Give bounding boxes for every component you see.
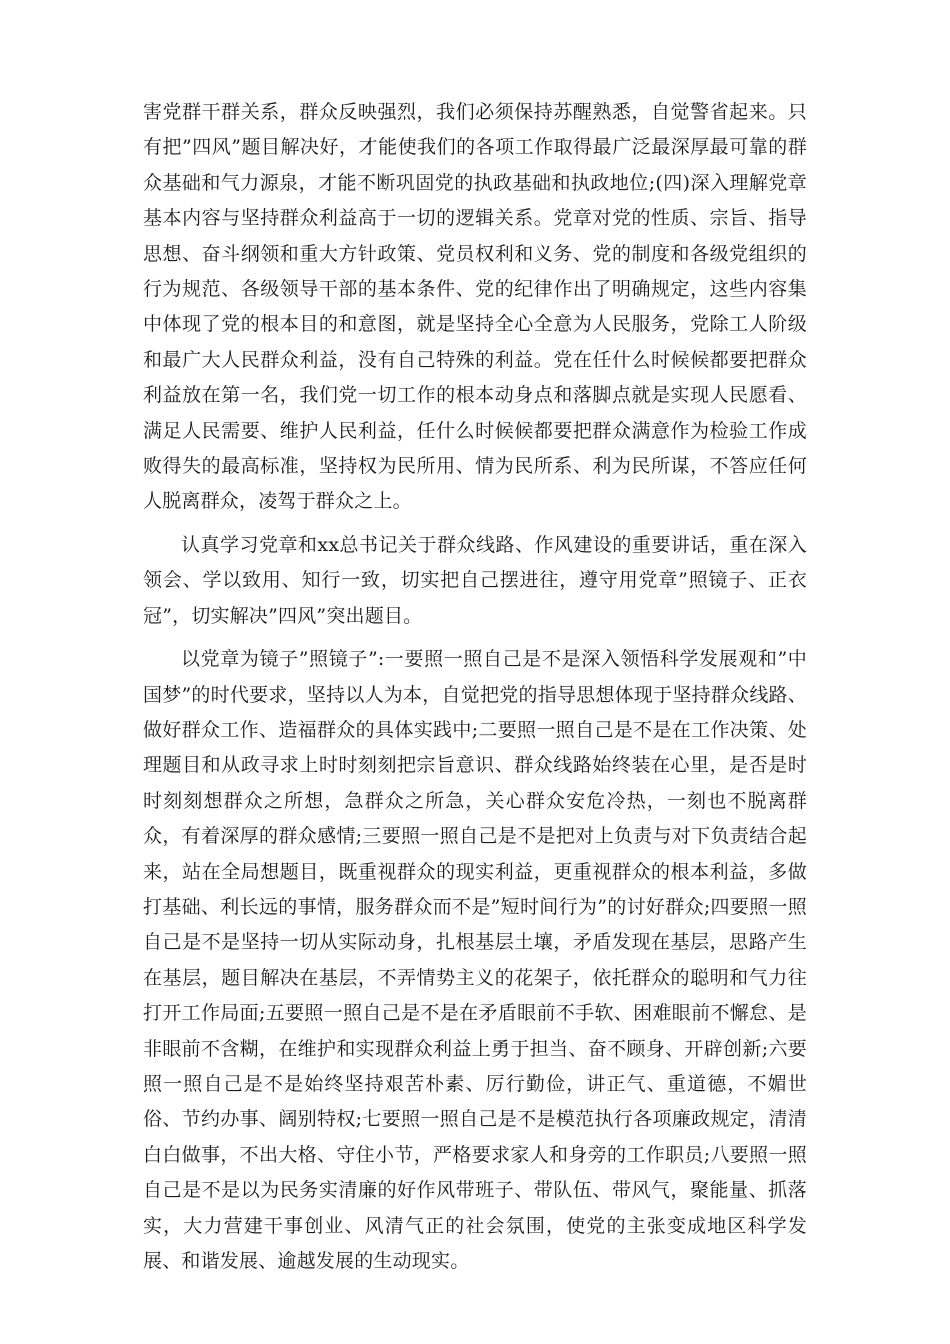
paragraph-3: 以党章为镜子”照镜子”:一要照一照自己是不是深入领悟科学发展观和”中国梦”的时代要求，坚持以人为本，自觉把党的指导思想体现于坚持群众线路、做好群众工作、造福群众的具体实践中;二要照一照自己是不是在工作决策、处理题目和从政寻求上时时刻刻把宗旨意识、群众线路始终装在心里，是否是时时刻刻想群众之所想，急群众之所急，关心群众安危冷热，一刻也不脱离群众，有着深厚的群众感情;三要照一照自己是不是把对上负责与对下负责结合起来，站在全局想题目，既重视群众的现实利益，更重视群众的根本利益，多做打基础、利长远的事情，服务群众而不是”短时间行为”的讨好群众;四要照一照自己是不是坚持一切从实际动身，扎根基层土壤，矛盾发现在基层，思路产生在基层，题目解决在基层，不弄情势主义的花架子，依托群众的聪明和气力往打开工作局面;五要照一照自己是不是在矛盾眼前不手软、困难眼前不懈怠、是非眼前不含糊，在维护和实现群众利益上勇于担当、奋不顾身、开辟创新;六要照一照自己是不是始终坚持艰苦朴素、厉行勤俭，讲正气、重道德，不媚世俗、节约办事、阔别特权;七要照一照自己是不是模范执行各项廉政规定，清清白白做事，不出大格、守住小节，严格要求家人和身旁的工作职员;八要照一照自己是不是以为民务实清廉的好作风带班子、带队伍、带风气，聚能量、抓落实，大力营建干事创业、风清气正的社会氛围，使党的主张变成地区科学发展、和谐发展、逾越发展的生动现实。: [143, 648, 807, 1272]
paragraph-2: 认真学习党章和xx总书记关于群众线路、作风建设的重要讲话，重在深入领会、学以致用、知行一致，切实把自己摆进往，遵守用党章”照镜子、正衣冠”，切实解决”四风”突出题目。: [143, 533, 807, 627]
paragraph-1: 害党群干群关系，群众反映强烈，我们必须保持苏醒熟悉，自觉警省起来。只有把”四风”题目解决好，才能使我们的各项工作取得最广泛最深厚最可靠的群众基础和气力源泉，才能不断巩固党的执政基础和执政地位;(四)深入理解党章基本内容与坚持群众利益高于一切的逻辑关系。党章对党的性质、宗旨、指导思想、奋斗纲领和重大方针政策、党员权利和义务、党的制度和各级党组织的行为规范、各级领导干部的基本条件、党的纪律作出了明确规定，这些内容集中体现了党的根本目的和意图，就是坚持全心全意为人民服务，党除工人阶级和最广大人民群众利益，没有自己特殊的利益。党在任什么时候候都要把群众利益放在第一名，我们党一切工作的根本动身点和落脚点就是实现人民愿看、满足人民需要、维护人民利益，任什么时候候都要把群众满意作为检验工作成败得失的最高标准，坚持权为民所用、情为民所系、利为民所谋，不答应任何人脱离群众，凌驾于群众之上。: [143, 101, 807, 513]
document-body: [143, 95, 807, 1279]
